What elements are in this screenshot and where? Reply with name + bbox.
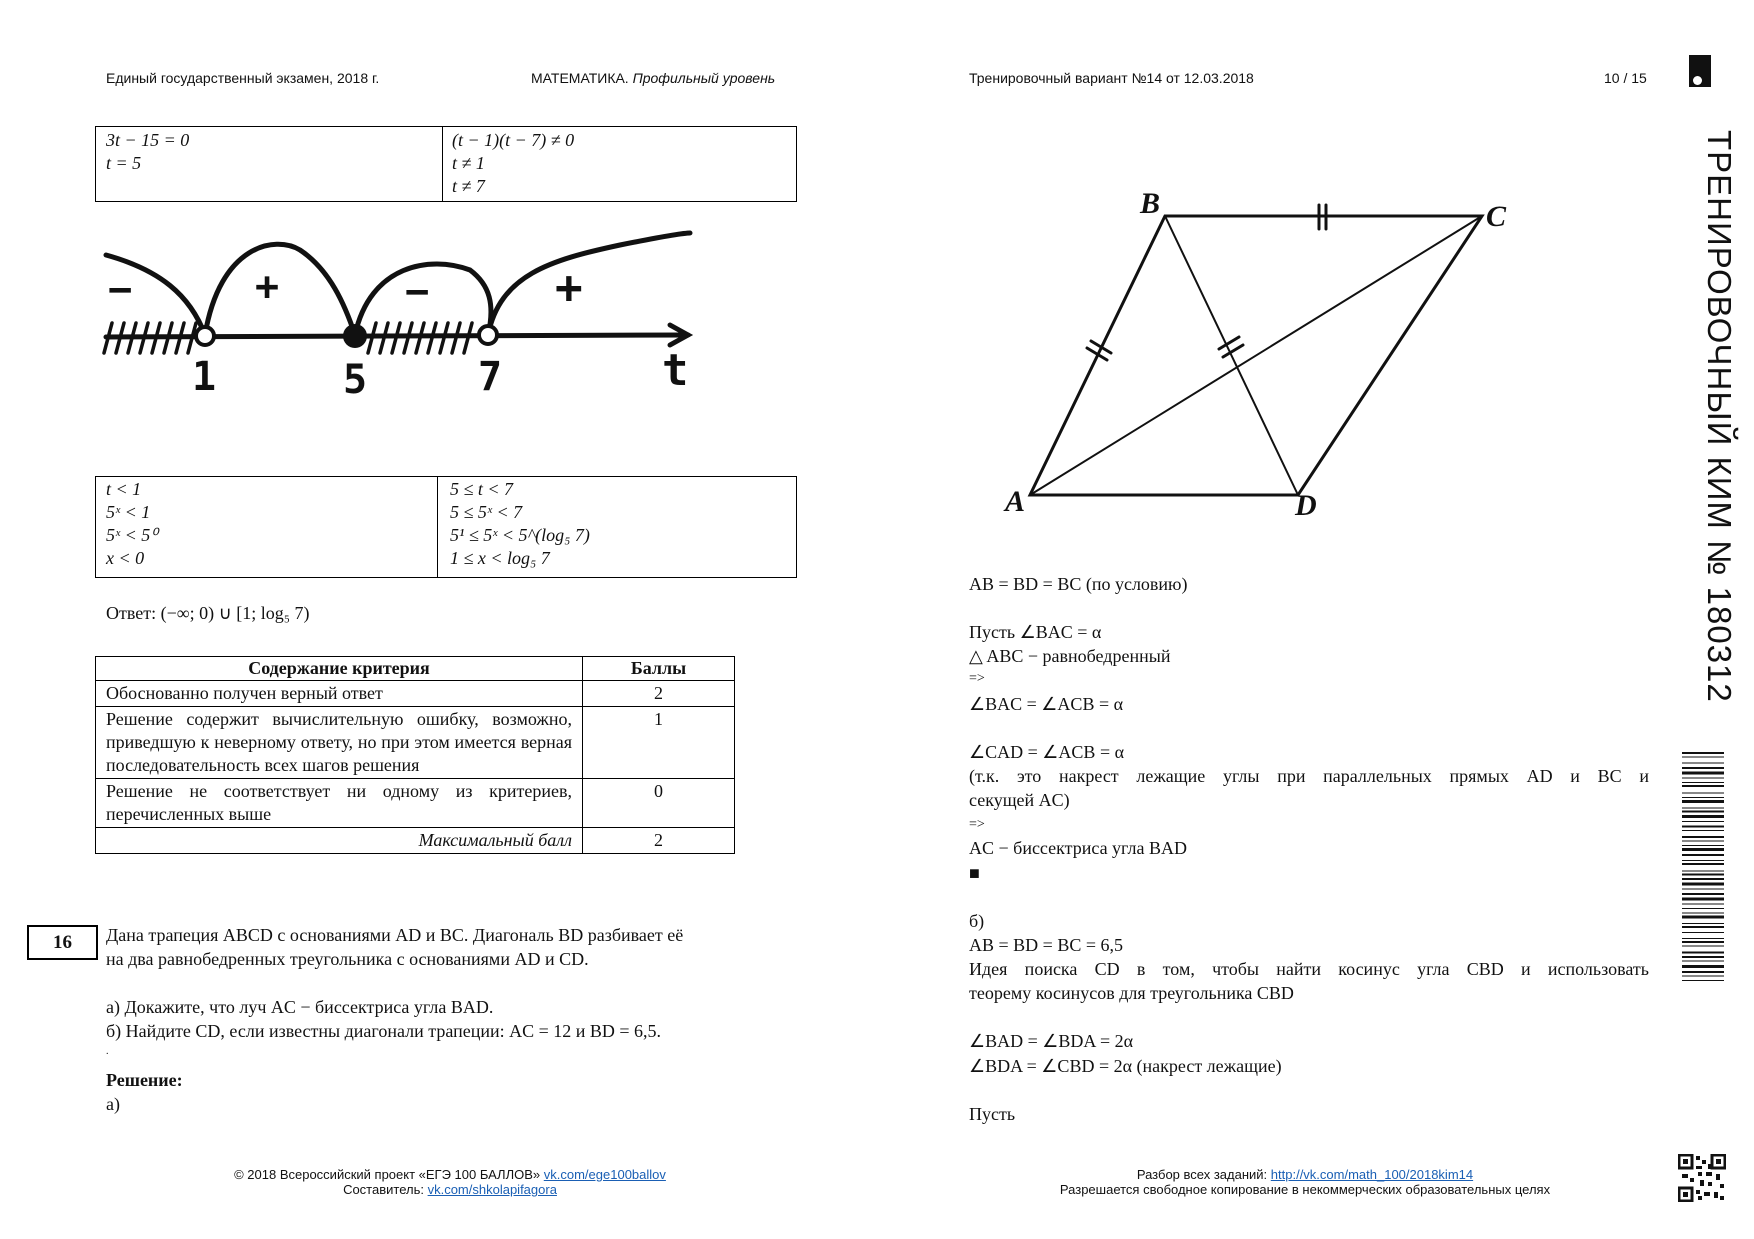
- solution-line: секущей AC): [969, 790, 1070, 810]
- barcode-bar: [1682, 826, 1724, 828]
- table2-right-line: 5¹ ≤ 5ˣ < 5^(log₅ 7): [450, 525, 590, 545]
- barcode-bar: [1682, 800, 1724, 803]
- barcode-bar: [1682, 904, 1724, 905]
- barcode-bar: [1682, 854, 1724, 856]
- criteria-head-points: Баллы: [583, 657, 735, 681]
- table1-right: [452, 129, 574, 198]
- barcode-bar: [1682, 916, 1724, 919]
- solution-heading: Решение:: [106, 1070, 183, 1090]
- page-number: 10 / 15: [1604, 70, 1647, 86]
- barcode-bar: [1682, 932, 1724, 933]
- max-score-label: Максимальный балл: [96, 828, 583, 854]
- side-title: ТРЕНИРОВОЧНЫЙ КИМ № 180312: [1701, 130, 1738, 703]
- table-row: [96, 828, 735, 854]
- sign-arc: [205, 244, 355, 335]
- solution-line: =>: [969, 671, 985, 686]
- solution-part-a: а): [106, 1094, 120, 1114]
- criteria-head-content: Содержание критерия: [96, 657, 583, 681]
- barcode-bar: [1682, 752, 1724, 754]
- task-part-a: а) Докажите, что луч AC − биссектриса угла BAD.: [106, 997, 494, 1017]
- barcode-bar: [1682, 946, 1724, 947]
- barcode-bar: [1682, 793, 1724, 794]
- solution-line: ∠BAD = ∠BDA = 2α: [969, 1031, 1134, 1051]
- barcode-bar: [1682, 941, 1724, 943]
- qr-code-icon: [1678, 1154, 1726, 1202]
- solution-line: △ ABC − равнобедренный: [969, 646, 1171, 666]
- solution-line: AC − биссектриса угла BAD: [969, 838, 1188, 858]
- table1-left: [106, 129, 189, 175]
- table2-right-line: 1 ≤ x < log₅ 7: [450, 548, 550, 568]
- solution-line: ∠BDA = ∠CBD = 2α (накрест лежащие): [969, 1056, 1282, 1076]
- solution-line: теорему косинусов для треугольника CBD: [969, 983, 1294, 1003]
- footer-analysis-text: Разбор всех заданий:: [1136, 1167, 1268, 1182]
- barcode-bar: [1682, 908, 1724, 909]
- barcode-bar: [1682, 845, 1724, 846]
- barcode-bar: [1682, 926, 1724, 928]
- number-line-sketch: [100, 225, 700, 405]
- solution-line: Идея поиска CD в том, чтобы найти косинус угла CBD и использовать: [969, 959, 1649, 979]
- footer-author: [150, 1182, 750, 1197]
- diagonal-bd: [1165, 216, 1298, 495]
- criteria-table: [95, 656, 735, 854]
- footer-license: Разрешается свободное копирование в некоммерческих образовательных целях: [1059, 1182, 1551, 1197]
- task-text-line: Дана трапеция ABCD с основаниями AD и BC. Диагональ BD разбивает её: [106, 925, 684, 945]
- solution-line: =>: [969, 817, 985, 832]
- criteria-points: 2: [583, 681, 735, 707]
- barcode-bar: [1682, 863, 1724, 865]
- barcode-bar: [1682, 821, 1724, 822]
- barcode-bar: [1682, 871, 1724, 872]
- table-row: [96, 681, 735, 707]
- table-row: [96, 779, 735, 828]
- inequality-table-2: [95, 476, 797, 578]
- barcode-bar: [1682, 860, 1724, 861]
- header-exam: Единый государственный экзамен, 2018 г.: [106, 70, 380, 86]
- stray-dot: .: [106, 1046, 109, 1057]
- barcode-bar: [1682, 898, 1724, 901]
- footer-analysis: [960, 1167, 1650, 1182]
- barcode-bar: [1682, 874, 1724, 876]
- table2-left: [106, 478, 157, 570]
- barcode-bar: [1682, 815, 1724, 818]
- barcode-bar: [1682, 923, 1724, 924]
- table1-left-line: t = 5: [106, 153, 142, 173]
- barcode-bar: [1682, 878, 1724, 880]
- inequality-table-1: [95, 126, 797, 202]
- task-part-b: б) Найдите CD, если известны диагонали трапеции: AC = 12 и BD = 6,5.: [106, 1021, 662, 1041]
- barcode-bar: [1682, 811, 1724, 813]
- trapezoid-figure: [995, 180, 1535, 530]
- barcode-bar: [1682, 952, 1724, 954]
- barcode-icon: [1682, 752, 1724, 1102]
- barcode-bar: [1682, 961, 1724, 962]
- table2-right-line: 5 ≤ 5ˣ < 7: [450, 502, 523, 522]
- answer: Ответ: (−∞; 0) ∪ [1; log₅ 7): [106, 603, 310, 623]
- qed-mark: ■: [969, 863, 980, 883]
- table1-right-line: t ≠ 1: [452, 153, 485, 173]
- table-row: [96, 707, 735, 779]
- vertex-label: D: [1295, 489, 1317, 522]
- open-point-icon: [479, 326, 497, 344]
- barcode-bar: [1682, 778, 1724, 779]
- criteria-header: [96, 657, 735, 681]
- footer-author-text: Составитель:: [343, 1182, 424, 1197]
- barcode-bar: [1682, 956, 1724, 958]
- criteria-text: Решение не соответствует ни одному из критериев, перечисленных выше: [96, 779, 583, 828]
- footer-author-link[interactable]: vk.com/shkolapifagora: [427, 1182, 557, 1197]
- solution-line: Пусть: [969, 1104, 1016, 1124]
- vertex-label: B: [1140, 187, 1161, 220]
- solution-line: ∠CAD = ∠ACB = α: [969, 742, 1125, 762]
- task-text-line: на два равнобедренных треугольника с основаниями AD и CD.: [106, 949, 589, 969]
- table2-left-line: t < 1: [106, 479, 142, 499]
- criteria-points: 0: [583, 779, 735, 828]
- footer-left: [150, 1167, 750, 1197]
- point-label: 1: [192, 354, 217, 400]
- table1-right-line: (t − 1)(t − 7) ≠ 0: [452, 130, 575, 150]
- barcode-bar: [1682, 830, 1724, 831]
- corner-marker-dot: [1693, 76, 1702, 85]
- table2-left-line: 5ˣ < 5⁰: [106, 525, 158, 545]
- footer-project-link[interactable]: vk.com/ege100ballov: [543, 1167, 666, 1182]
- solution-line: (т.к. это накрест лежащие углы при параллельных прямых AD и BC и: [969, 766, 1649, 786]
- header-subject-name: МАТЕМАТИКА.: [531, 70, 629, 86]
- sign-arc: [488, 233, 690, 335]
- point-label: 5: [343, 357, 368, 403]
- sign-label: +: [555, 260, 583, 314]
- task-number: 16: [27, 925, 98, 960]
- footer-right: [960, 1167, 1650, 1197]
- barcode-bar: [1682, 782, 1724, 783]
- barcode-bar: [1682, 757, 1724, 758]
- barcode-bar: [1682, 767, 1724, 769]
- table1-right-line: t ≠ 7: [452, 176, 485, 196]
- solution-line: Пусть ∠BAC = α: [969, 622, 1102, 642]
- sign-label: +: [255, 264, 280, 310]
- barcode-bar: [1682, 763, 1724, 764]
- solution-line: AB = BD = BC (по условию): [969, 574, 1188, 594]
- barcode-bar: [1682, 836, 1724, 838]
- barcode-bar: [1682, 889, 1724, 890]
- table1-left-line: 3t − 15 = 0: [106, 130, 190, 150]
- footer-project-text: © 2018 Всероссийский проект «ЕГЭ 100 БАЛЛОВ»: [234, 1167, 541, 1182]
- barcode-bar: [1682, 913, 1724, 914]
- barcode-bar: [1682, 980, 1724, 981]
- footer-analysis-link[interactable]: http://vk.com/math_100/2018kim14: [1270, 1167, 1474, 1182]
- filled-point-icon: [343, 324, 367, 348]
- barcode-bar: [1682, 785, 1724, 787]
- barcode-bar: [1682, 976, 1724, 977]
- barcode-bar: [1682, 938, 1724, 939]
- table2-right: [450, 478, 590, 570]
- barcode-bar: [1682, 971, 1724, 973]
- barcode-bar: [1682, 848, 1724, 851]
- footer-project: [150, 1167, 750, 1182]
- header-subject-level: Профильный уровень: [632, 70, 776, 86]
- table2-right-line: 5 ≤ t < 7: [450, 479, 514, 499]
- table2-left-line: 5ˣ < 1: [106, 502, 151, 522]
- barcode-bar: [1682, 965, 1724, 968]
- solution-line: ∠BAC = ∠ACB = α: [969, 694, 1124, 714]
- table-divider: [437, 476, 438, 577]
- header-subject: [531, 70, 775, 86]
- sign-label: −: [405, 269, 430, 315]
- criteria-text: Обоснованно получен верный ответ: [96, 681, 583, 707]
- max-score-value: 2: [583, 828, 735, 854]
- sign-label: −: [108, 267, 133, 313]
- table2-left-line: x < 0: [106, 548, 145, 568]
- criteria-points: 1: [583, 707, 735, 779]
- barcode-bar: [1682, 841, 1724, 842]
- axis-label: t: [662, 345, 689, 396]
- solution-line: б): [969, 911, 985, 931]
- header-variant: Тренировочный вариант №14 от 12.03.2018: [969, 70, 1254, 86]
- barcode-bar: [1682, 883, 1724, 886]
- solution-line: AB = BD = BC = 6,5: [969, 935, 1123, 955]
- barcode-bar: [1682, 772, 1724, 775]
- table-divider: [442, 126, 443, 201]
- criteria-text: Решение содержит вычислительную ошибку, возможно, приведшую к неверному ответу, но при этом имеется верная последовательность всех шагов решения: [96, 707, 583, 779]
- barcode-bar: [1682, 808, 1724, 809]
- open-point-icon: [196, 327, 214, 345]
- vertex-label: C: [1486, 200, 1507, 233]
- barcode-bar: [1682, 893, 1724, 895]
- point-label: 7: [478, 354, 503, 400]
- vertex-label: A: [1005, 485, 1026, 518]
- barcode-bar: [1682, 797, 1724, 798]
